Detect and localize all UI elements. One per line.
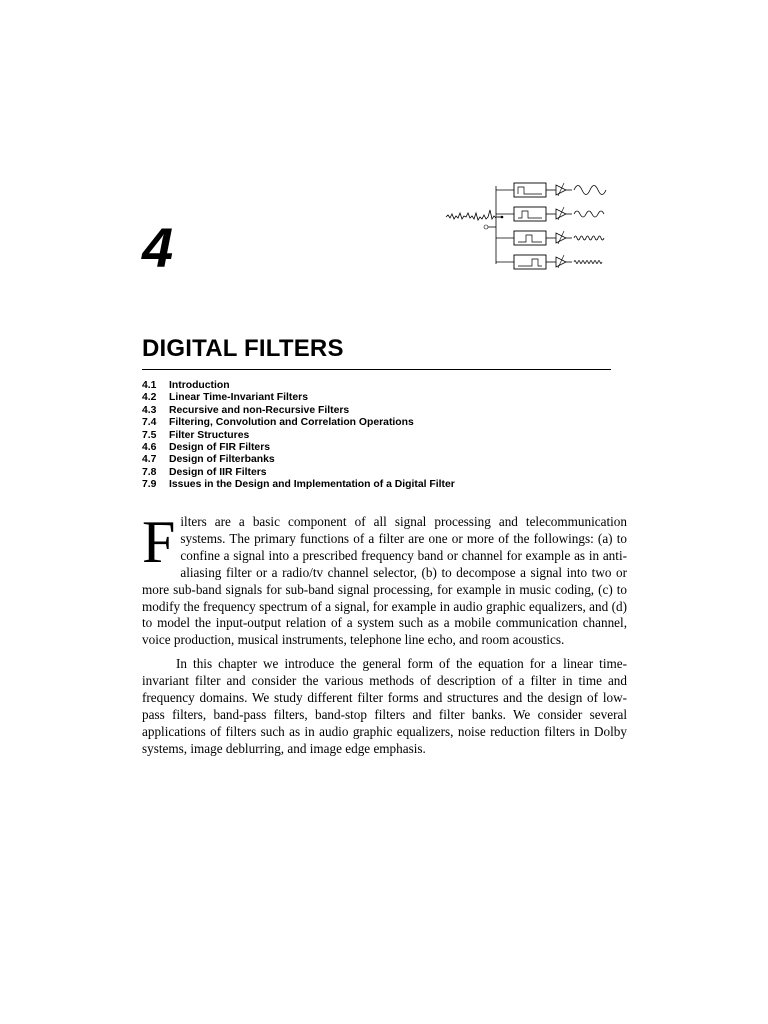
toc-item-number: 4.7 xyxy=(142,454,157,466)
toc-item xyxy=(142,430,455,442)
toc-item xyxy=(142,380,455,392)
toc-item xyxy=(142,467,455,479)
toc-item-number: 7.5 xyxy=(142,429,157,441)
chapter-number: 4 xyxy=(142,216,174,279)
toc-item-number: 7.8 xyxy=(142,466,157,478)
toc-item xyxy=(142,479,455,491)
toc-item-title: Filtering, Convolution and Correlation Operations xyxy=(169,417,414,429)
intro-paragraph xyxy=(142,509,627,649)
toc-item xyxy=(142,392,455,404)
chapter-body xyxy=(142,509,627,758)
filter-band-1 xyxy=(496,183,606,197)
toc-item-title: Design of Filterbanks xyxy=(169,454,275,466)
intro-paragraph-text: ilters are a basic component of all signal processing and telecommunication systems. The primary functions of a filter are one or more of the followings: (a) to confine a signal into a prescribed frequency band or channel for example as in anti-aliasing filter or a radio/tv channel selector, (b) to decompose a signal into two or more sub-band signals for sub-band signal processing, for example in music coding, (c) to modify the frequency spectrum of a signal, for example in audio graphic equalizers, and (d) to model the input-output relation of a system such as a mobile communication channel, voice production, musical instruments, telephone line echo, and room acoustics. xyxy=(142,514,627,648)
title-rule xyxy=(142,369,611,370)
toc-item-number: 4.3 xyxy=(142,404,157,416)
filterbank-diagram-icon xyxy=(440,172,620,272)
toc-item xyxy=(142,454,455,466)
toc-item-number: 7.9 xyxy=(142,479,157,491)
toc-item-number: 4.2 xyxy=(142,392,157,404)
toc-item-title: Linear Time-Invariant Filters xyxy=(169,392,308,404)
table-of-contents xyxy=(142,380,455,492)
input-signal xyxy=(446,210,496,220)
filter-band-3 xyxy=(496,231,604,245)
toc-item xyxy=(142,405,455,417)
toc-item-number: 4.1 xyxy=(142,380,157,391)
second-paragraph: In this chapter we introduce the general form of the equation for a linear time-invariant filter and consider the various methods of description of a filter in time and frequency domains. We study different filter forms and structures and the design of low-pass filters, band-pass filters, band-stop filters and filter banks. We consider several applications of filters such as in audio graphic equalizers, noise reduction filters in Dolby systems, image deblurring, and image edge emphasis. xyxy=(142,656,627,756)
toc-item-title: Recursive and non-Recursive Filters xyxy=(169,404,350,416)
toc-item-title: Filter Structures xyxy=(169,429,250,441)
toc-item-number: 7.4 xyxy=(142,417,157,429)
toc-item-title: Design of FIR Filters xyxy=(169,442,271,454)
toc-item xyxy=(142,417,455,429)
toc-item-title: Design of IIR Filters xyxy=(169,466,267,478)
toc-item-title: Introduction xyxy=(169,380,230,391)
toc-item-title: Issues in the Design and Implementation of a Digital Filter xyxy=(169,479,455,491)
filter-band-4 xyxy=(496,255,602,269)
filter-band-2 xyxy=(496,207,604,221)
toc-item xyxy=(142,442,455,454)
toc-item-number: 4.6 xyxy=(142,442,157,454)
chapter-title: DIGITAL FILTERS xyxy=(142,335,344,362)
drop-cap: F xyxy=(142,509,176,575)
